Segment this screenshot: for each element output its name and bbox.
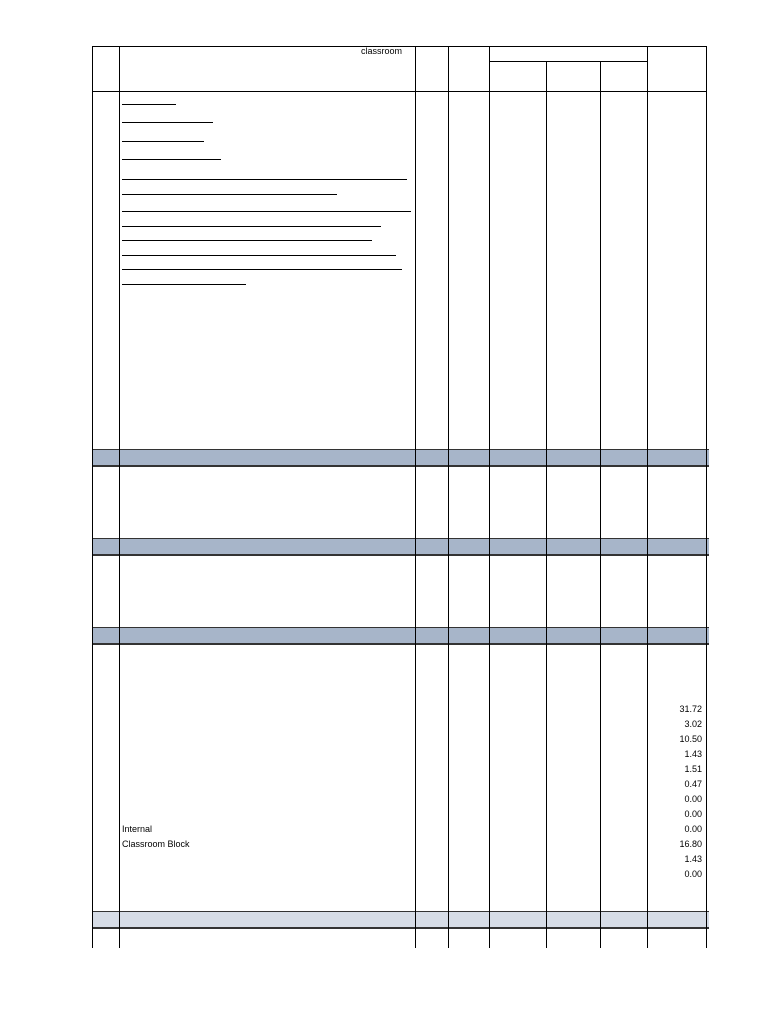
underline-entry bbox=[122, 104, 176, 105]
amount-value: 1.51 bbox=[684, 764, 702, 774]
amount-value: 0.00 bbox=[684, 794, 702, 804]
header-classroom-label: classroom bbox=[361, 46, 403, 56]
amount-value: 0.47 bbox=[684, 779, 702, 789]
col-line bbox=[92, 46, 93, 948]
amount-value: 1.43 bbox=[684, 854, 702, 864]
header-subrow-line bbox=[489, 61, 647, 62]
col-line bbox=[415, 46, 416, 948]
amount-value: 0.00 bbox=[684, 869, 702, 879]
underline-entry bbox=[122, 240, 372, 241]
amount-value: 0.00 bbox=[684, 809, 702, 819]
underline-entry bbox=[122, 141, 204, 142]
underline-entry bbox=[122, 284, 246, 285]
col-line bbox=[706, 46, 707, 948]
section-band-light bbox=[92, 911, 709, 929]
underline-entry bbox=[122, 269, 402, 270]
amount-value: 3.02 bbox=[684, 719, 702, 729]
amount-value: 1.43 bbox=[684, 749, 702, 759]
amount-value: 16.80 bbox=[679, 839, 702, 849]
section-band bbox=[92, 449, 709, 467]
row-label: Internal bbox=[122, 824, 153, 834]
header-bottom-border bbox=[92, 91, 706, 92]
section-band bbox=[92, 538, 709, 556]
col-line bbox=[546, 61, 547, 948]
row-label: Classroom Block bbox=[122, 839, 190, 849]
underline-entry bbox=[122, 122, 213, 123]
underline-entry bbox=[122, 226, 381, 227]
col-line bbox=[489, 46, 490, 948]
amount-value: 10.50 bbox=[679, 734, 702, 744]
section-band bbox=[92, 627, 709, 645]
col-line bbox=[600, 61, 601, 948]
underline-entry bbox=[122, 159, 221, 160]
underline-entry bbox=[122, 179, 407, 180]
col-line bbox=[119, 46, 120, 948]
underline-entry bbox=[122, 194, 337, 195]
amount-value: 0.00 bbox=[684, 824, 702, 834]
underline-entry bbox=[122, 255, 396, 256]
amount-value: 31.72 bbox=[679, 704, 702, 714]
col-line bbox=[448, 46, 449, 948]
underline-entry bbox=[122, 211, 411, 212]
